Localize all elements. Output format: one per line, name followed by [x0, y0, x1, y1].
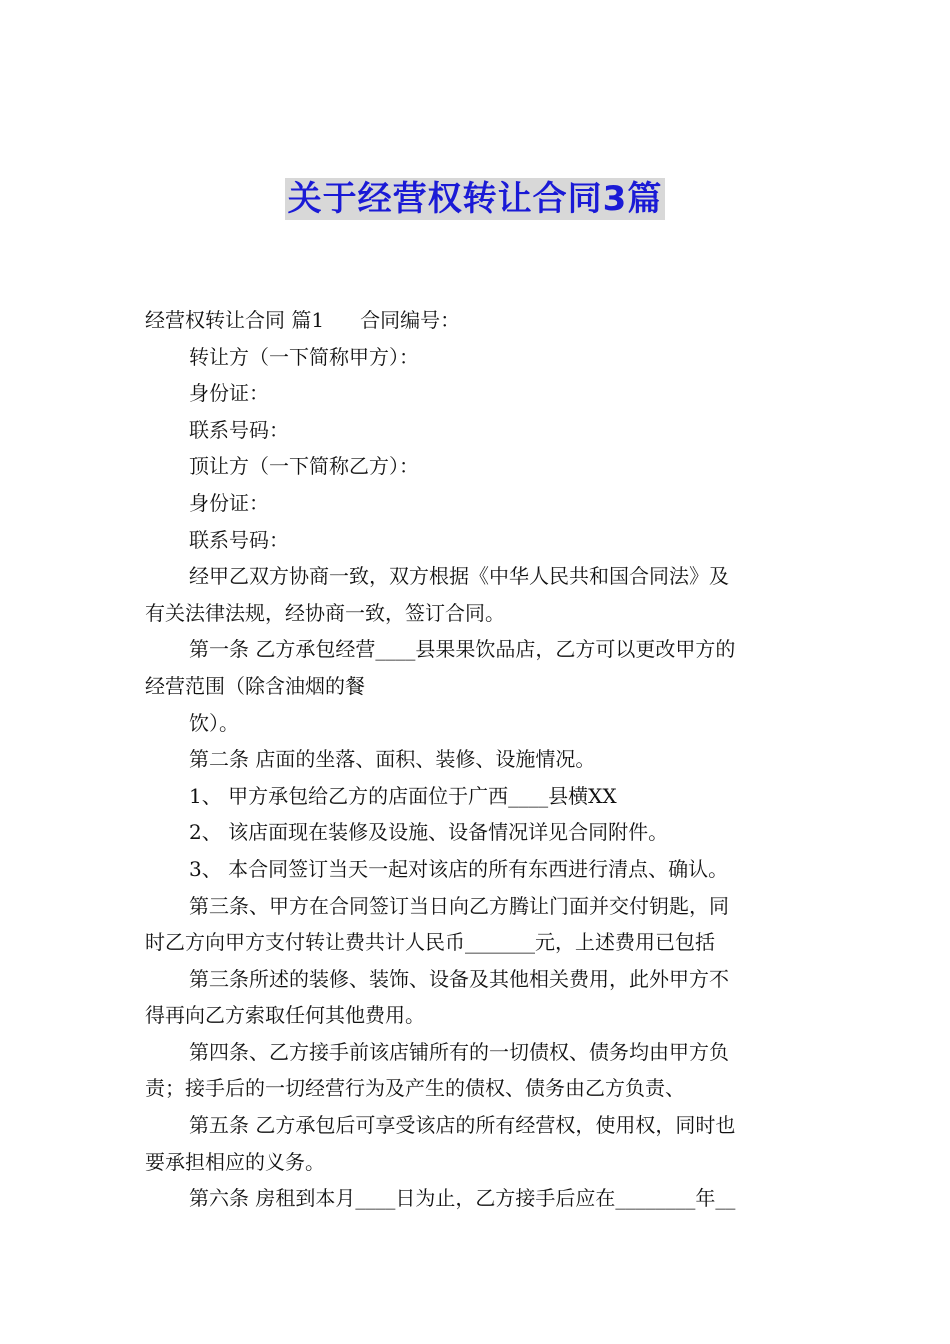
paragraph-line: 第三条、甲方在合同签订当日向乙方腾让门面并交付钥匙，同 — [189, 893, 729, 918]
paragraph-line: 饮）。 — [189, 710, 239, 735]
paragraph-line: 第六条 房租到本月____日为止，乙方接手后应在________年__ — [189, 1186, 736, 1211]
title-wrap — [0, 178, 950, 220]
paragraph-line: 第五条 乙方承包后可享受该店的所有经营权，使用权，同时也 — [189, 1113, 736, 1138]
section-heading — [145, 302, 810, 339]
paragraph-line: 有关法律法规，经协商一致，签订合同。 — [145, 600, 505, 625]
party-a-id-line: 身份证： — [189, 381, 269, 406]
paragraph-line: 经营范围（除含油烟的餐 — [145, 673, 365, 698]
paragraph-line: 要承担相应的义务。 — [145, 1149, 325, 1174]
paragraph-line: 责；接手后的一切经营行为及产生的债权、债务由乙方负责、 — [145, 1076, 685, 1101]
paragraph-line: 第二条 店面的坐落、面积、装修、设施情况。 — [189, 747, 596, 772]
paragraph-line: 第四条、乙方接手前该店铺所有的一切债权、债务均由甲方负 — [189, 1039, 729, 1064]
document-title: 关于经营权转让合同3篇 — [285, 178, 666, 220]
paragraph-line: 经甲乙双方协商一致，双方根据《中华人民共和国合同法》及 — [189, 564, 729, 589]
party-a-line: 转让方（一下简称甲方）： — [189, 344, 419, 369]
list-item: 3、 本合同签订当天一起对该店的所有东西进行清点、确认。 — [189, 856, 729, 881]
document-body — [145, 302, 810, 1217]
party-a-phone-line: 联系号码： — [189, 417, 289, 442]
paragraph-line: 时乙方向甲方支付转让费共计人民币_______元，上述费用已包括 — [145, 930, 715, 955]
list-item: 2、 该店面现在装修及设施、设备情况详见合同附件。 — [189, 820, 669, 845]
party-b-phone-line: 联系号码： — [189, 527, 289, 552]
paragraph-line: 第一条 乙方承包经营____县果果饮品店，乙方可以更改甲方的 — [189, 637, 736, 662]
paragraph-line: 得再向乙方索取任何其他费用。 — [145, 1003, 425, 1028]
party-b-line: 顶让方（一下简称乙方）： — [189, 454, 419, 479]
party-b-id-line: 身份证： — [189, 490, 269, 515]
section-title: 经营权转让合同 篇1 — [145, 308, 325, 332]
contract-number-label: 合同编号： — [360, 308, 461, 332]
paragraph-line: 第三条所述的装修、装饰、设备及其他相关费用，此外甲方不 — [189, 966, 729, 991]
list-item: 1、 甲方承包给乙方的店面位于广西____县横XX — [189, 783, 617, 808]
